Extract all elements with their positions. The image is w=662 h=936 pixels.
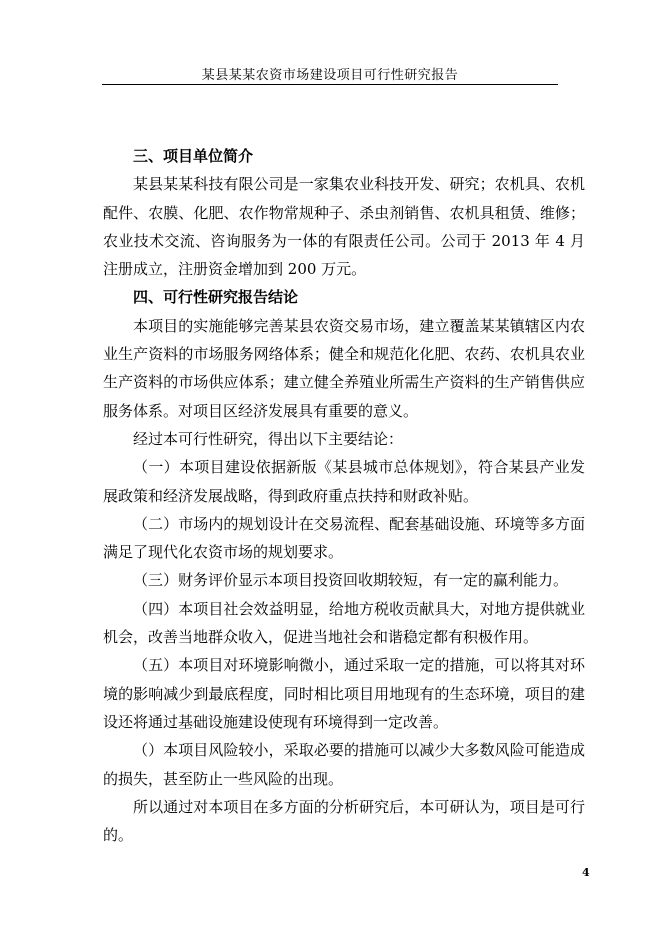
conclusion-item: （四）本项目社会效益明显，给地方税收贡献具大，对地方提供就业机会，改善当地群众收入，促进当地社会和谐稳定都有积极作用。 <box>103 599 585 647</box>
conclusion-item: （三）财务评价显示本项目投资回收期较短，有一定的赢利能力。 <box>133 571 569 590</box>
paragraph: 本项目的实施能够完善某县农资交易市场，建立覆盖某某镇辖区内农业生产资料的市场服务网络体系；健全和规范化化肥、农药、农机具农业生产资料的市场供应体系；建立健全养殖业所需生产资料的生产销售供应服务体系。对项目区经济发展具有重要的意义。 <box>103 316 585 420</box>
page-header: 某县某某农资市场建设项目可行性研究报告 <box>201 68 459 83</box>
conclusion-item: （五）本项目对环境影响微小，通过采取一定的措施，可以将其对环境的影响减少到最底程度，同时相比项目用地现有的生态环境，项目的建设还将通过基础设施建设使现有环境得到一定改善。 <box>103 656 585 731</box>
paragraph: 经过本可行性研究，得出以下主要结论： <box>133 429 404 448</box>
section-heading-conclusion: 四、可行性研究报告结论 <box>133 288 299 307</box>
section-heading-company-profile: 三、项目单位简介 <box>133 147 254 165</box>
document-body <box>103 142 585 849</box>
paragraph-final: 所以通过对本项目在多方面的分析研究后，本可研认为，项目是可行的。 <box>103 797 585 845</box>
conclusion-item: （一）本项目建设依据新版《某县城市总体规划》，符合某县产业发展政策和经济发展战略，得到政府重点扶持和财政补贴。 <box>103 458 585 505</box>
header-divider <box>102 84 558 85</box>
paragraph-company-profile: 某县某某科技有限公司是一家集农业科技开发、研究；农机具、农机配件、农膜、化肥、农作物常规种子、杀虫剂销售、农机具租赁、维修；农业技术交流、咨询服务为一体的有限责任公司。公司于 2013 年 4 月注册成立，注册资金增加到 200 万元。 <box>103 175 585 279</box>
page-number: 4 <box>582 866 590 879</box>
conclusion-item: （）本项目风险较小，采取必要的措施可以减少大多数风险可能造成的损失，甚至防止一些风险的出现。 <box>103 741 585 788</box>
conclusion-item: （二）市场内的规划设计在交易流程、配套基础设施、环境等多方面满足了现代化农资市场的规划要求。 <box>103 514 585 562</box>
